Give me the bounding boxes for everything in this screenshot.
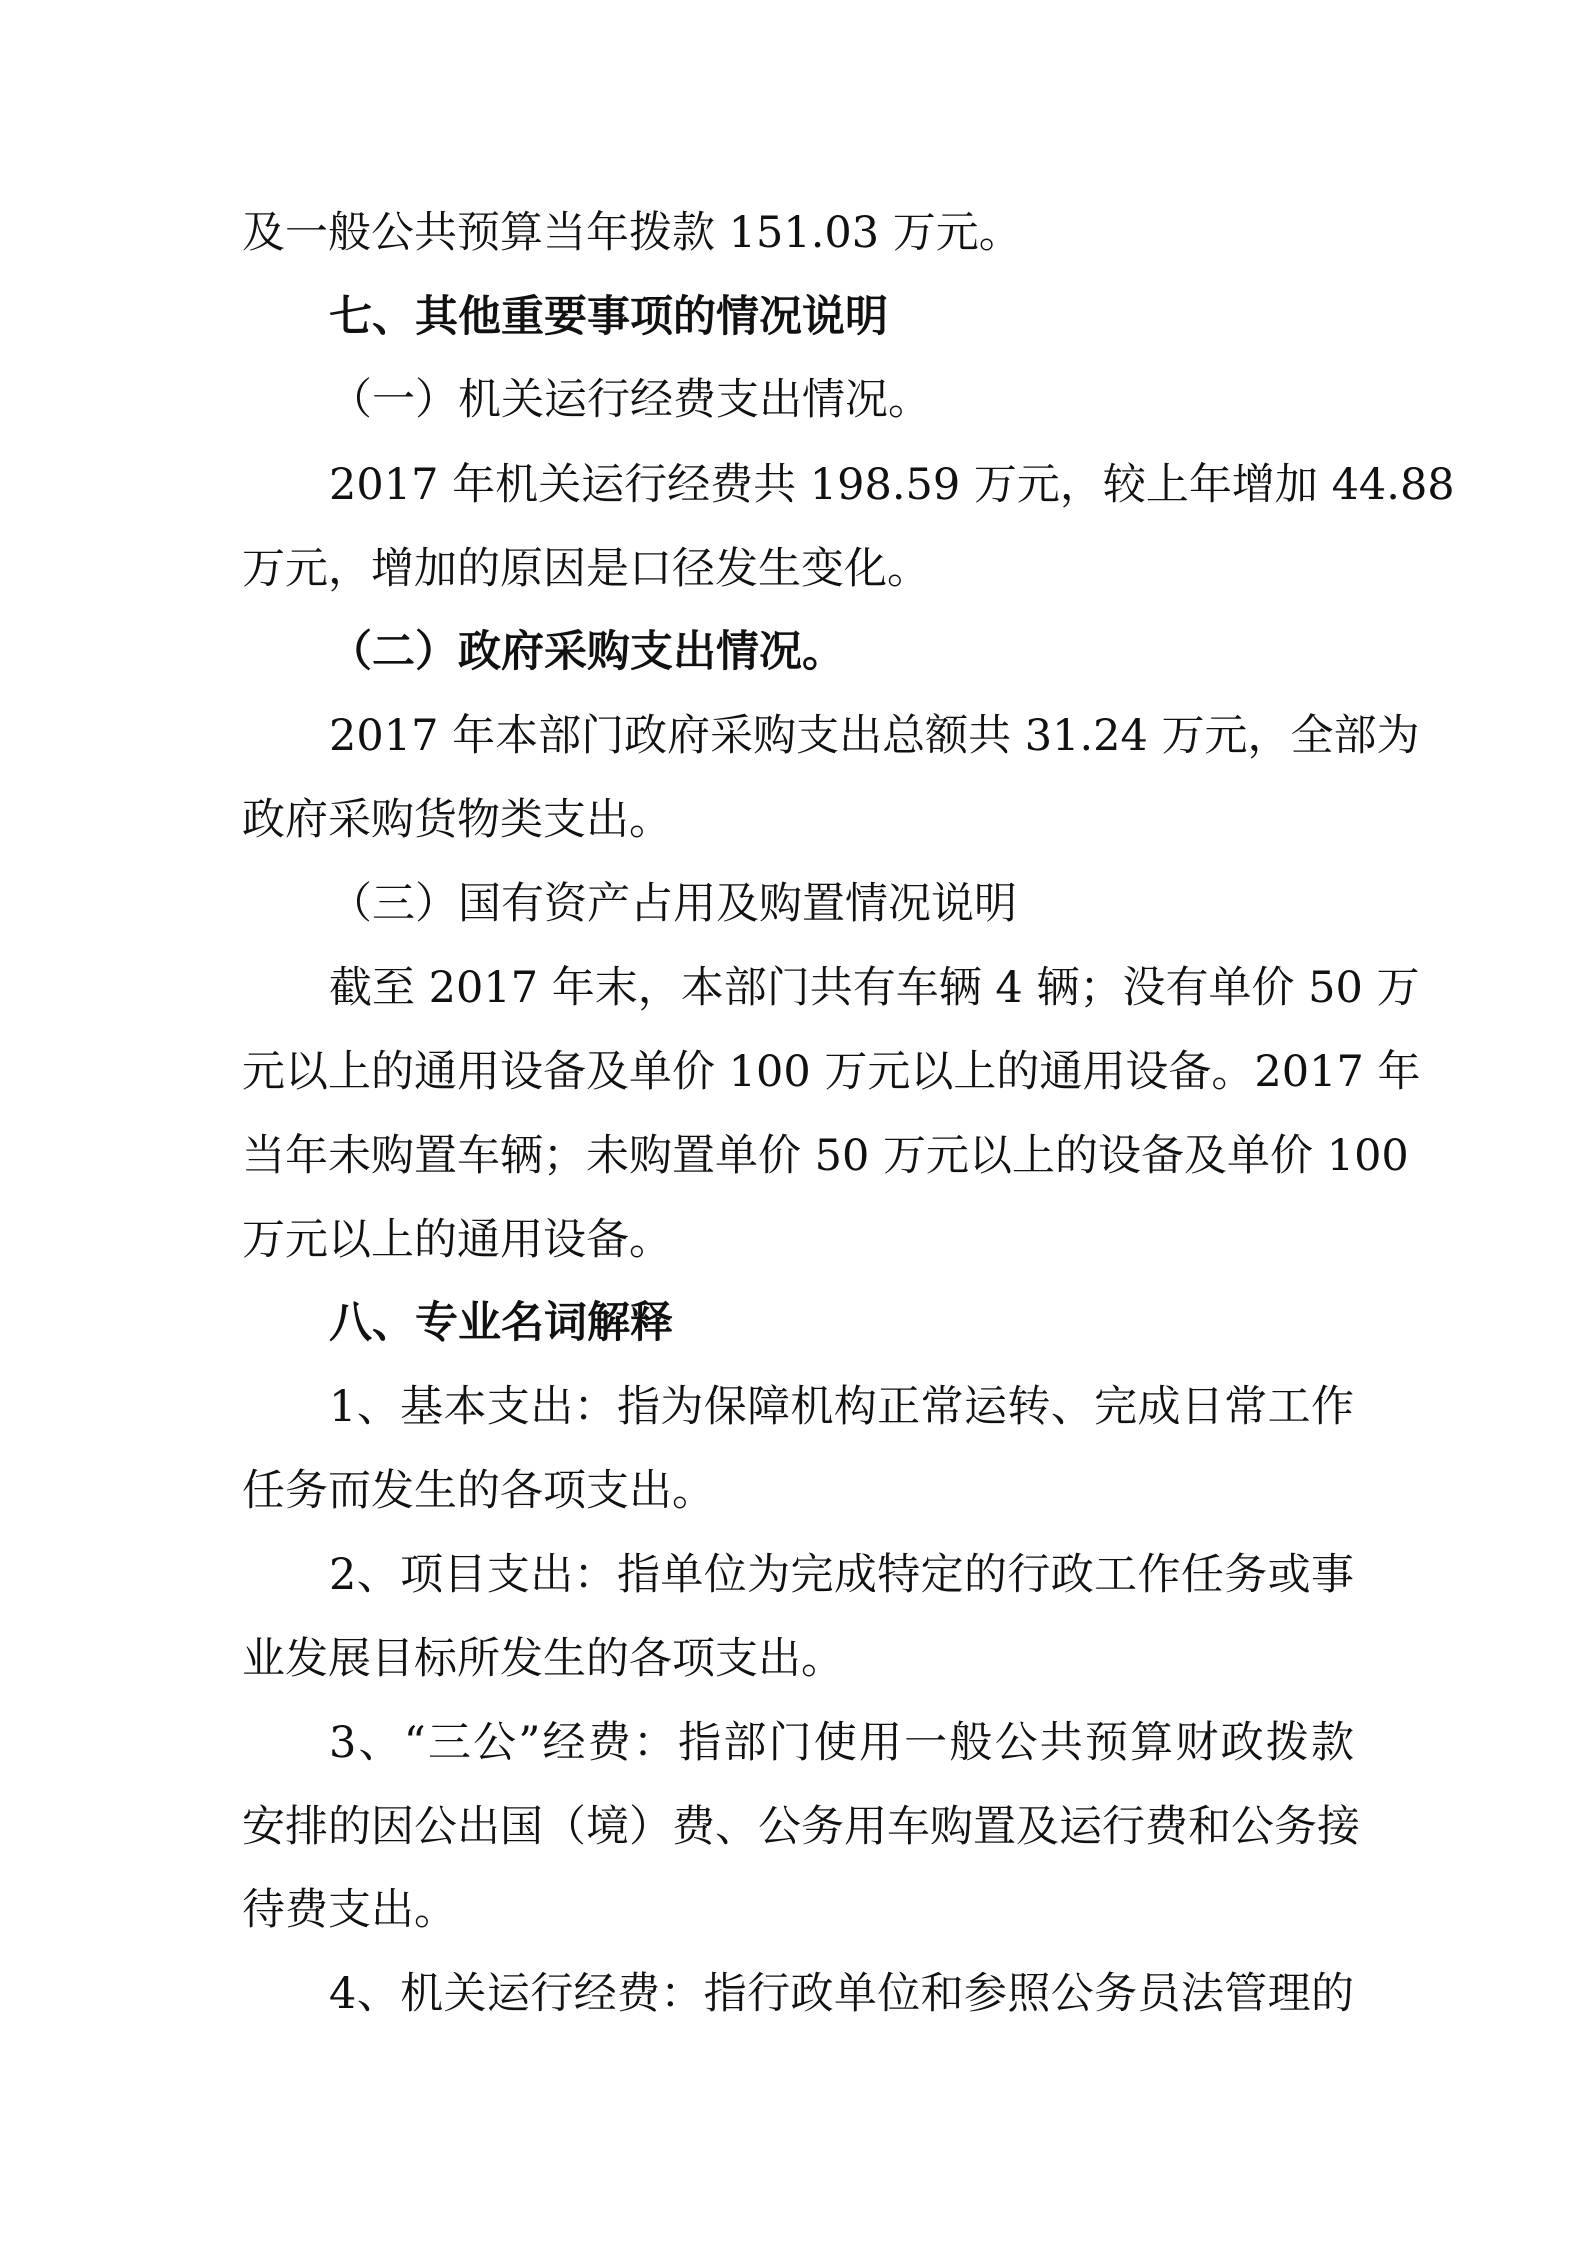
paragraph-line: 待费支出。: [242, 1885, 457, 1935]
section-heading-7: 七、其他重要事项的情况说明: [329, 292, 888, 342]
paragraph-line: 政府采购货物类支出。: [242, 795, 672, 845]
paragraph-line: 任务而发生的各项支出。: [242, 1466, 715, 1516]
paragraph-line: 元以上的通用设备及单价 100 万元以上的通用设备。2017 年: [242, 1047, 1421, 1097]
paragraph-line: 截至 2017 年末，本部门共有车辆 4 辆；没有单价 50 万: [329, 963, 1420, 1013]
paragraph-line: 当年未购置车辆；未购置单价 50 万元以上的设备及单价 100: [242, 1131, 1409, 1181]
paragraph-line: 2017 年机关运行经费共 198.59 万元，较上年增加 44.88: [329, 460, 1455, 510]
paragraph-line: 万元，增加的原因是口径发生变化。: [242, 544, 930, 594]
paragraph-line: 安排的因公出国（境）费、公务用车购置及运行费和公务接: [242, 1802, 1360, 1852]
paragraph-line: 4、机关运行经费：指行政单位和参照公务员法管理的: [329, 1969, 1354, 2019]
paragraph-line: 2、项目支出：指单位为完成特定的行政工作任务或事: [329, 1550, 1354, 1600]
subsection-heading-2: （二）政府采购支出情况。: [329, 627, 845, 677]
paragraph-line: 业发展目标所发生的各项支出。: [242, 1634, 844, 1684]
subsection-heading-1: （一）机关运行经费支出情况。: [329, 375, 931, 425]
paragraph-line: 1、基本支出：指为保障机构正常运转、完成日常工作: [329, 1382, 1354, 1432]
paragraph-line: 2017 年本部门政府采购支出总额共 31.24 万元，全部为: [329, 711, 1420, 761]
subsection-heading-3: （三）国有资产占用及购置情况说明: [329, 879, 1017, 929]
paragraph-line: 及一般公共预算当年拨款 151.03 万元。: [242, 208, 1022, 258]
section-heading-8: 八、专业名词解释: [329, 1298, 673, 1348]
paragraph-line: 3、“三公”经费：指部门使用一般公共预算财政拨款: [329, 1718, 1354, 1768]
paragraph-line: 万元以上的通用设备。: [242, 1215, 672, 1265]
